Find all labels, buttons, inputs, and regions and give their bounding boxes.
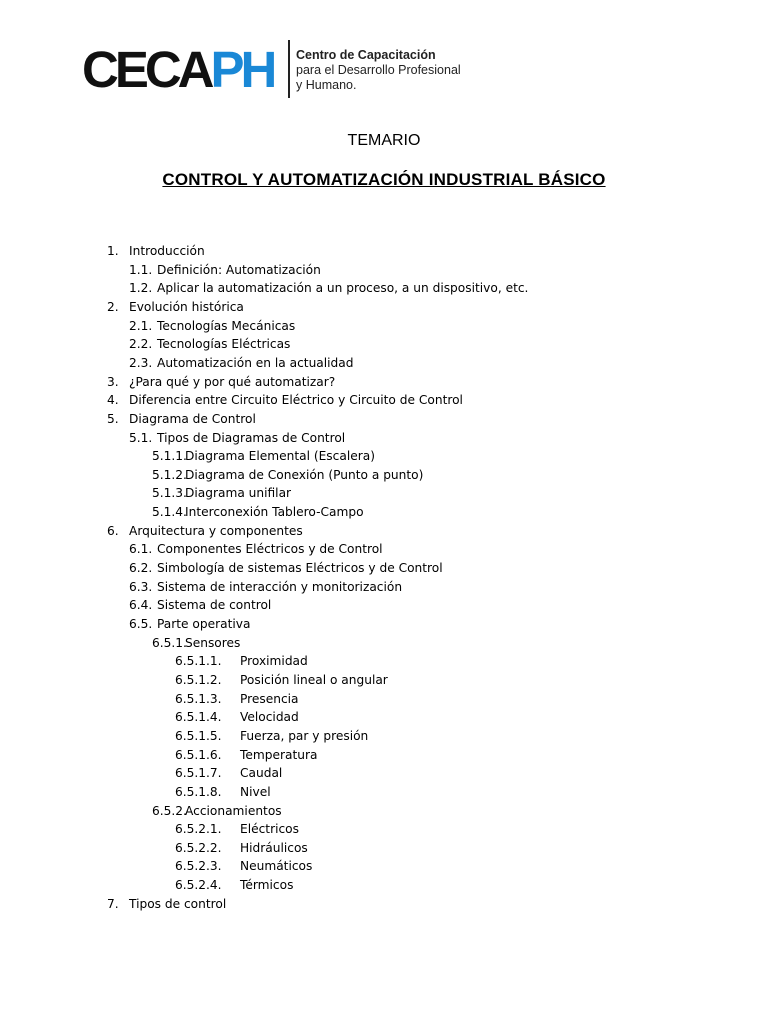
toc-item-text: Temperatura bbox=[240, 747, 318, 762]
toc-item-text: Definición: Automatización bbox=[157, 262, 321, 277]
company-logo bbox=[82, 40, 482, 100]
toc-item-number: 6. bbox=[107, 523, 119, 538]
toc-item-number: 6.4. bbox=[129, 598, 153, 613]
toc-item-text: Velocidad bbox=[240, 710, 299, 725]
toc-item-number: 6.5.2.2. bbox=[175, 840, 222, 855]
toc-item-text: Diferencia entre Circuito Eléctrico y Circuito de Control bbox=[129, 393, 463, 408]
toc-item-text: Hidráulicos bbox=[240, 840, 308, 855]
toc-item-number: 6.2. bbox=[129, 561, 153, 576]
toc-item-number: 6.5.1.7. bbox=[175, 766, 222, 781]
toc-item-number: 6.5. bbox=[129, 617, 153, 631]
toc-item-text: Diagrama de Conexión (Punto a punto) bbox=[185, 467, 424, 482]
toc-item-number: 6.5.1.2. bbox=[175, 672, 222, 687]
toc-item-number: 6.5.1. bbox=[152, 635, 187, 650]
toc-item-text: Sistema de control bbox=[157, 598, 272, 613]
document-title-wrap bbox=[0, 170, 768, 190]
toc-item-text: Posición lineal o angular bbox=[240, 672, 388, 687]
toc-item-number: 6.5.1.6. bbox=[175, 747, 222, 762]
toc-item-number: 1. bbox=[107, 244, 119, 258]
toc-item-number: 6.1. bbox=[129, 542, 153, 557]
toc-item-text: Tipos de Diagramas de Control bbox=[157, 430, 346, 445]
toc-item-text: Sistema de interacción y monitorización bbox=[157, 579, 403, 594]
toc-item-text: Eléctricos bbox=[240, 822, 299, 837]
toc-item-number: 5.1.4. bbox=[152, 505, 187, 520]
toc-item-number: 4. bbox=[107, 393, 119, 408]
toc-item-text: Sensores bbox=[185, 635, 241, 650]
toc-item-number: 6.5.1.4. bbox=[175, 710, 222, 725]
toc-item-text: Introducción bbox=[129, 244, 205, 258]
document-title: CONTROL Y AUTOMATIZACIÓN INDUSTRIAL BÁSICO bbox=[162, 170, 606, 189]
logo-wordmark-part2: PH bbox=[210, 41, 274, 98]
toc-item-text: Diagrama de Control bbox=[129, 411, 256, 426]
logo-divider bbox=[288, 40, 290, 98]
toc-item-number: 6.5.1.3. bbox=[175, 691, 222, 706]
toc-item-number: 6.5.1.1. bbox=[175, 654, 222, 669]
toc-item-text: Fuerza, par y presión bbox=[240, 728, 369, 743]
toc-item-number: 6.5.2.4. bbox=[175, 878, 222, 893]
toc-item-text: Neumáticos bbox=[240, 859, 313, 874]
toc-item-number: 2.1. bbox=[129, 318, 153, 333]
toc-item-text: Evolución histórica bbox=[129, 299, 244, 314]
logo-wordmark-part1: CECA bbox=[82, 41, 211, 98]
toc-item-number: 7. bbox=[107, 896, 119, 911]
toc-item-number: 1.1. bbox=[129, 262, 153, 277]
toc-item-number: 5.1.1. bbox=[152, 449, 187, 464]
toc-item-text: Parte operativa bbox=[157, 617, 251, 631]
toc-item-number: 1.2. bbox=[129, 281, 153, 296]
toc-item-text: Aplicar la automatización a un proceso, a un dispositivo, etc. bbox=[157, 281, 529, 296]
toc-item-number: 2.2. bbox=[129, 337, 153, 352]
toc-item-number: 5.1.3. bbox=[152, 486, 187, 501]
logo-wordmark bbox=[82, 42, 273, 98]
toc-item-text: Presencia bbox=[240, 691, 299, 706]
toc-item-number: 2.3. bbox=[129, 355, 153, 370]
toc-item-number: 2. bbox=[107, 299, 119, 314]
toc-item-number: 6.5.1.8. bbox=[175, 784, 222, 799]
toc-item-text: Tecnologías Eléctricas bbox=[157, 337, 291, 352]
document-heading: TEMARIO bbox=[347, 132, 421, 149]
toc-item-number: 5. bbox=[107, 411, 119, 426]
toc-item-text: Diagrama Elemental (Escalera) bbox=[185, 449, 375, 464]
toc-item-text: Interconexión Tablero-Campo bbox=[185, 505, 364, 520]
toc-item-text: Nivel bbox=[240, 784, 271, 799]
toc-item-number: 6.5.2.3. bbox=[175, 859, 222, 874]
logo-tagline-line-2: para el Desarrollo Profesional bbox=[296, 63, 461, 77]
toc-item-text: Proximidad bbox=[240, 654, 308, 669]
toc-item-number: 6.5.1.5. bbox=[175, 728, 222, 743]
toc-item-text: Térmicos bbox=[240, 878, 294, 893]
toc-item-text: Diagrama unifilar bbox=[185, 486, 292, 501]
toc-item-number: 6.5.2. bbox=[152, 803, 187, 818]
toc-item-number: 5.1.2. bbox=[152, 467, 187, 482]
toc-item-text: Simbología de sistemas Eléctricos y de Control bbox=[157, 561, 443, 576]
logo-tagline-line-3: y Humano. bbox=[296, 78, 357, 92]
toc-item-text: Componentes Eléctricos y de Control bbox=[157, 542, 383, 557]
toc-item-text: Caudal bbox=[240, 766, 283, 781]
toc-item-text: Accionamientos bbox=[185, 803, 282, 818]
logo-tagline bbox=[296, 48, 461, 93]
toc-item-text: Arquitectura y componentes bbox=[129, 523, 303, 538]
toc-item-text: Automatización en la actualidad bbox=[157, 355, 354, 370]
toc-item-number: 6.3. bbox=[129, 579, 153, 594]
toc-item-number: 3. bbox=[107, 374, 119, 389]
toc-item-text: ¿Para qué y por qué automatizar? bbox=[129, 374, 336, 389]
logo-tagline-line-1: Centro de Capacitación bbox=[296, 48, 436, 62]
toc-item-text: Tipos de control bbox=[129, 896, 227, 911]
toc-item-number: 5.1. bbox=[129, 430, 153, 445]
toc-item-text: Tecnologías Mecánicas bbox=[157, 318, 296, 333]
toc-item-number: 6.5.2.1. bbox=[175, 822, 222, 837]
